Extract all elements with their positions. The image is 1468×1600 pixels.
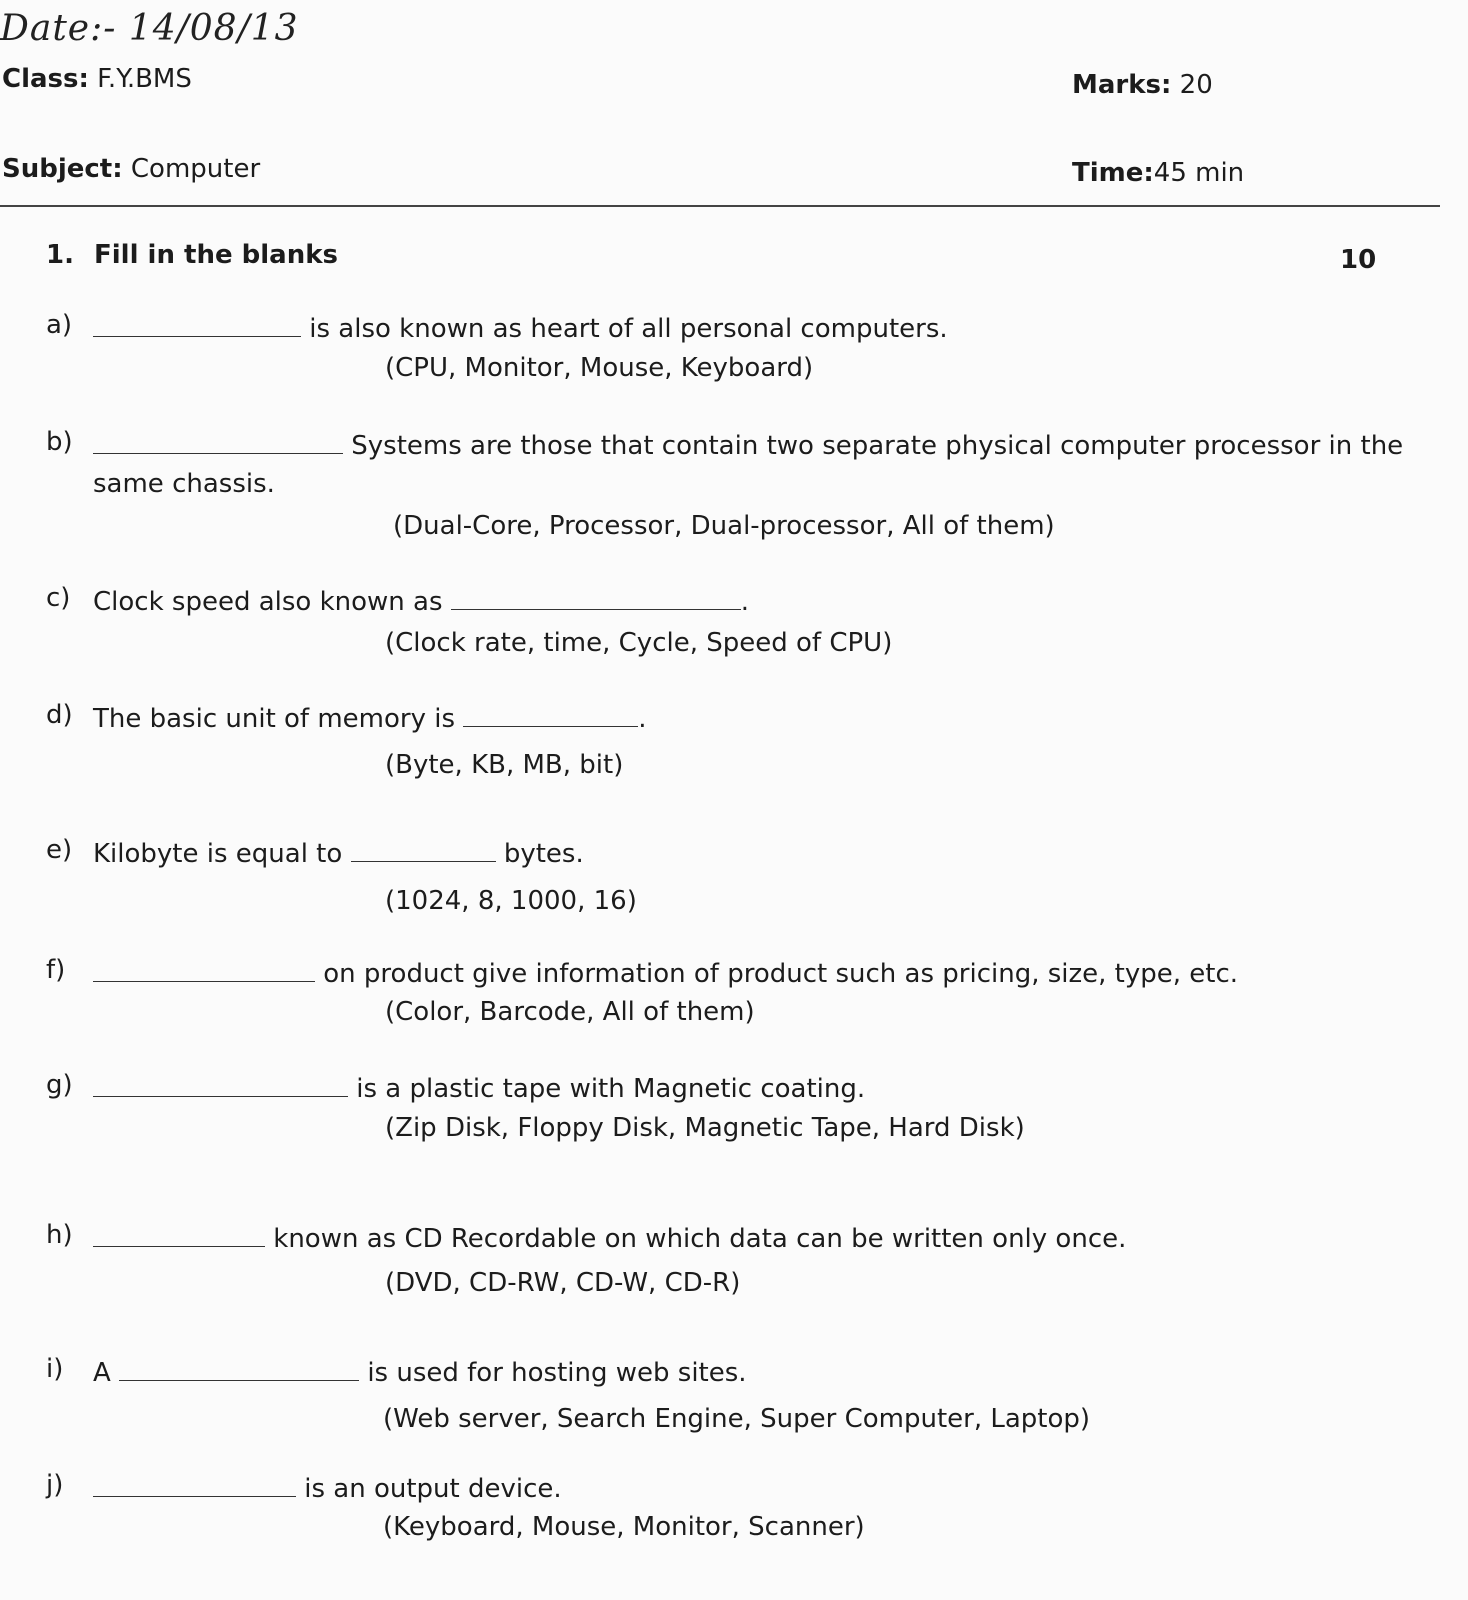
section-heading: [46, 240, 338, 270]
question-text-before: The basic unit of memory is: [93, 704, 464, 734]
question-text-after: is a plastic tape with Magnetic coating.: [348, 1074, 866, 1104]
answer-blank: [351, 837, 496, 862]
answer-blank: [93, 312, 301, 337]
question-text-before: A: [93, 1358, 120, 1388]
header-divider: [0, 205, 1440, 207]
section-marks: 10: [1340, 245, 1377, 275]
question-options: (CPU, Monitor, Mouse, Keyboard): [385, 353, 814, 383]
question-text-after: .: [740, 587, 750, 617]
question-text-after: on product give information of product such as pricing, size, type, etc.: [315, 959, 1239, 989]
answer-blank: [93, 1072, 348, 1097]
answer-blank: [93, 1222, 265, 1247]
subject-label: Subject:: [2, 154, 123, 184]
question-label: c): [46, 583, 71, 613]
question-options: (Clock rate, time, Cycle, Speed of CPU): [385, 628, 893, 658]
question-options: (Color, Barcode, All of them): [385, 997, 755, 1027]
question-text-after: is an output device.: [296, 1474, 562, 1504]
handwritten-date: Date:- 14/08/13: [0, 8, 299, 49]
marks-line: [1072, 70, 1213, 100]
class-line: [2, 64, 192, 94]
marks-label: Marks:: [1072, 70, 1172, 100]
subject-value: Computer: [130, 154, 261, 184]
question-text-before: Kilobyte is equal to: [93, 839, 351, 869]
question-options: (Web server, Search Engine, Super Computer, Laptop): [383, 1404, 1091, 1434]
question-label: e): [46, 835, 73, 865]
section-number: 1.: [46, 240, 74, 270]
question-text-after: is also known as heart of all personal computers.: [301, 314, 948, 344]
answer-blank: [119, 1356, 359, 1381]
section-title: Fill in the blanks: [94, 240, 338, 270]
question-label: h): [46, 1220, 73, 1250]
question-options: (Byte, KB, MB, bit): [385, 750, 624, 780]
question-options: (Dual-Core, Processor, Dual-processor, All of them): [393, 511, 1055, 541]
question-text-after: Systems are those that contain two separate physical computer processor in the same chassis.: [93, 431, 1404, 499]
question-text-after: bytes.: [495, 839, 584, 869]
answer-blank: [93, 1472, 296, 1497]
question-label: i): [46, 1354, 64, 1384]
question-text-after: known as CD Recordable on which data can be written only once.: [265, 1224, 1127, 1254]
answer-blank: [463, 702, 638, 727]
answer-blank: [93, 429, 343, 454]
question-label: d): [46, 700, 73, 730]
answer-blank: [93, 957, 315, 982]
question-label: j): [46, 1470, 64, 1500]
class-value: F.Y.BMS: [97, 64, 192, 94]
marks-value: 20: [1179, 70, 1213, 100]
question-options: (DVD, CD-RW, CD-W, CD-R): [385, 1268, 741, 1298]
time-line: [1072, 158, 1244, 188]
question-label: b): [46, 427, 73, 457]
time-value: 45 min: [1153, 158, 1245, 188]
question-label: f): [46, 955, 66, 985]
question-options: (Zip Disk, Floppy Disk, Magnetic Tape, Hard Disk): [385, 1113, 1025, 1143]
question-label: a): [46, 310, 73, 340]
question-text-before: Clock speed also known as: [93, 587, 451, 617]
time-label: Time:: [1072, 158, 1154, 188]
question-label: g): [46, 1070, 73, 1100]
question-text-after: .: [638, 704, 647, 734]
question-text-after: is used for hosting web sites.: [359, 1358, 747, 1388]
answer-blank: [451, 585, 741, 610]
question-options: (Keyboard, Mouse, Monitor, Scanner): [383, 1512, 865, 1542]
subject-line: [2, 154, 260, 184]
class-label: Class:: [2, 64, 89, 94]
question-options: (1024, 8, 1000, 16): [385, 886, 637, 916]
